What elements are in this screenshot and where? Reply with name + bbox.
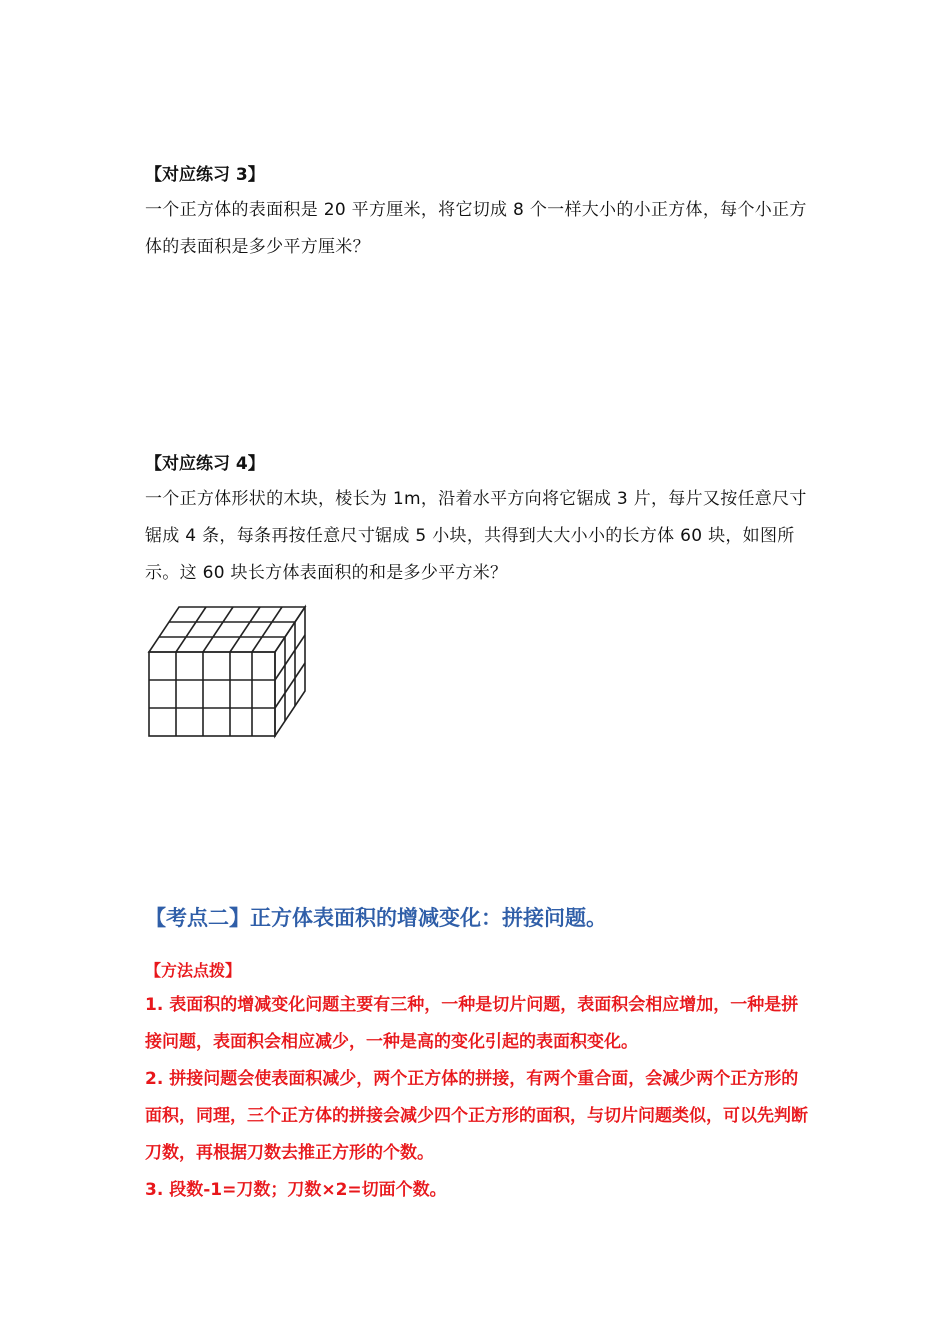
method-item-3: 3. 段数-1=刀数；刀数×2=切面个数。 — [145, 1180, 447, 1200]
method-title: 【方法点拨】 — [145, 961, 242, 980]
method-list — [145, 987, 810, 1209]
exercise4-text: 一个正方体形状的木块，棱长为 1m，沿着水平方向将它锯成 3 片，每片又按任意尺寸锯成 4 条，每条再按任意尺寸锯成 5 小块，共得到大大小小的长方体 60 块，如图所示。这 60 块长方体表面积的和是多少平方米？ — [145, 489, 807, 583]
figure-front-face — [149, 652, 275, 736]
figure-top-face — [149, 607, 305, 652]
cuboid-grid-figure — [145, 600, 315, 740]
kaodian2-title: 【考点二】正方体表面积的增减变化：拼接问题。 — [145, 906, 607, 930]
exercise3-text: 一个正方体的表面积是 20 平方厘米，将它切成 8 个一样大小的小正方体，每个小正方体的表面积是多少平方厘米？ — [145, 200, 807, 257]
method-item-1: 1. 表面积的增减变化问题主要有三种，一种是切片问题，表面积会相应增加，一种是拼接问题，表面积会相应减少，一种是高的变化引起的表面积变化。 — [145, 995, 799, 1052]
method-item-2: 2. 拼接问题会使表面积减少，两个正方体的拼接，有两个重合面，会减少两个正方形的面积，同理，三个正方体的拼接会减少四个正方形的面积，与切片问题类似，可以先判断刀数，再根据刀数去推正方形的个数。 — [145, 1069, 808, 1163]
exercise3-title: 【对应练习 3】 — [145, 165, 265, 185]
exercise4-title: 【对应练习 4】 — [145, 454, 265, 474]
figure-right-face — [275, 607, 305, 736]
